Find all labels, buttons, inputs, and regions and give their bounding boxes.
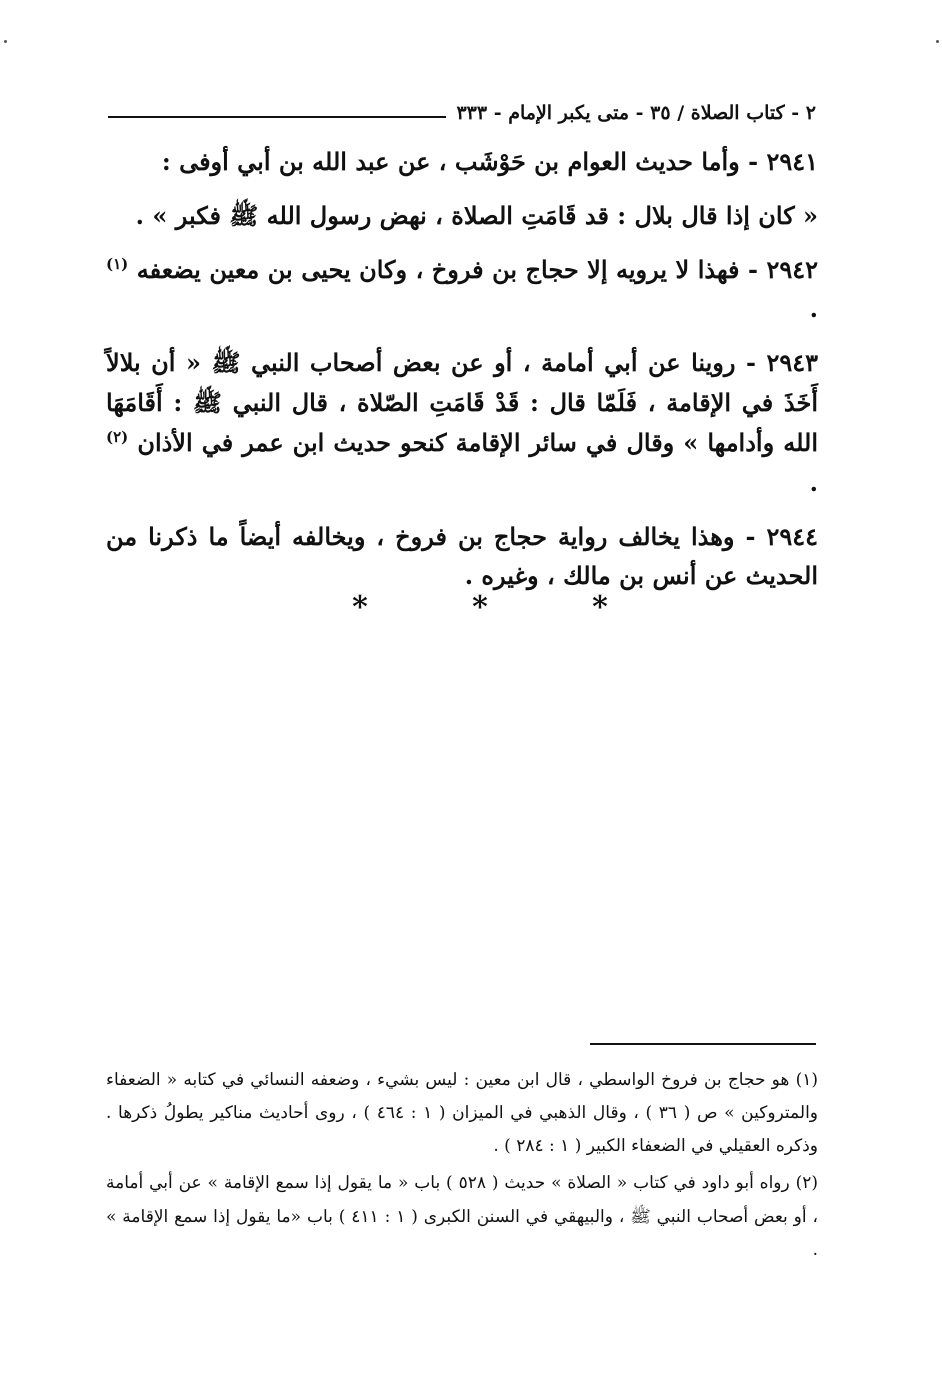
header-rule <box>108 116 446 118</box>
star-ornament: * <box>472 590 488 625</box>
section-separator <box>330 590 630 625</box>
paragraph-2942 <box>106 250 818 330</box>
paragraph-number: ٢٩٤١ <box>766 147 818 176</box>
scan-dot <box>936 40 939 43</box>
paragraph-tail: . <box>809 467 818 497</box>
star-ornament: * <box>352 590 368 625</box>
paragraph-number: ٢٩٤٢ <box>766 254 819 284</box>
paragraph-text: « كان إذا قال بلال : قد قَامَتِ الصلاة ، نهض رسول الله ﷺ فكبر » . <box>135 200 818 230</box>
paragraph-2944 <box>106 517 818 597</box>
footnotes <box>106 1064 818 1271</box>
paragraph-tail: . <box>809 294 818 324</box>
paragraph-2943 <box>106 343 818 502</box>
footnote-ref-2[interactable]: (٢) <box>106 427 129 446</box>
paragraph-text: - وأما حديث العوام بن حَوْشَب ، عن عبد الله بن أبي أوفى : <box>161 147 767 176</box>
paragraph-number: ٢٩٤٤ <box>766 521 818 551</box>
paragraph-2941 <box>106 142 818 182</box>
footnote-1: (١) هو حجاج بن فروخ الواسطي ، قال ابن معين : ليس بشيء ، وضعفه النسائي في كتابه « الضعفاء والمتروكين » ص ( ٣٦ ) ، وقال الذهبي في الميزان ( ١ : ٤٦٤ ) ، روى أحاديث مناكير يطولُ ذكرها . وذكره العقيلي في الضعفاء الكبير ( ١ : ٢٨٤ ) . <box>106 1070 818 1157</box>
paragraph-number: ٢٩٤٣ <box>766 348 818 378</box>
main-text <box>106 142 818 610</box>
running-header <box>108 90 816 124</box>
quoted-hadith <box>106 196 818 236</box>
paragraph-text: - وهذا يخالف رواية حجاج بن فروخ ، ويخالفه أيضاً ما ذكرنا من الحديث عن أنس بن مالك ، وغيره . <box>106 521 818 591</box>
star-ornament: * <box>592 590 608 625</box>
running-title: ٢ - كتاب الصلاة / ٣٥ - متى يكبر الإمام - ٣٣٣ <box>456 102 816 124</box>
footnote-rule <box>590 1043 816 1045</box>
paragraph-text: - فهذا لا يرويه إلا حجاج بن فروخ ، وكان يحيى بن معين يضعفه <box>136 254 767 284</box>
scan-dot <box>4 40 7 43</box>
paragraph-text: - روينا عن أبي أمامة ، أو عن بعض أصحاب النبي ﷺ « أن بلالاً أَخَذَ في الإقامة ، فَلَمّا قال : قَدْ قَامَتِ الصّلاة ، قال النبي ﷺ : أَقَامَهَا الله وأدامها » وقال في سائر الإقامة كنحو حديث ابن عمر في الأذان <box>106 348 818 457</box>
footnote-ref-1[interactable]: (١) <box>106 254 129 273</box>
footnote-2: (٢) رواه أبو داود في كتاب « الصلاة » حديث ( ٥٢٨ ) باب « ما يقول إذا سمع الإقامة » عن أبي أمامة ، أو بعض أصحاب النبي ﷺ ، والبيهقي في السنن الكبرى ( ١ : ٤١١ ) باب «ما يقول إذا سمع الإقامة » . <box>106 1173 818 1260</box>
